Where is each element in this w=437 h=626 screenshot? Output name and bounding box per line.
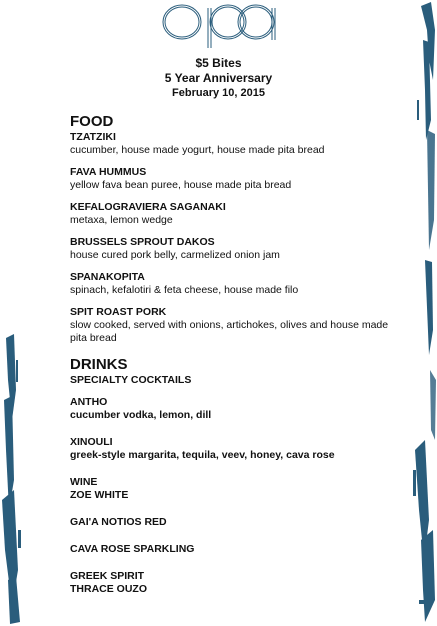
food-item-name: SPIT ROAST PORK [70,306,167,318]
drink-item-name: XINOULI [70,436,113,448]
drinks-subtitle: SPECIALTY COCKTAILS [70,374,192,386]
food-item-desc: slow cooked, served with onions, artichokes, olives and house made pita bread [70,319,389,344]
food-item [70,271,405,297]
drink-item-desc: THRACE OUZO [70,583,147,595]
menu-date: February 10, 2015 [172,87,265,99]
drink-item-name: WINE [70,476,98,488]
food-item-name: TZATZIKI [70,131,116,143]
food-item [70,236,405,262]
food-item [70,306,405,345]
food-item [70,201,405,227]
drink-item-desc: greek-style margarita, tequila, veev, honey, cava rose [70,449,335,461]
drink-item-desc: ZOE WHITE [70,489,129,501]
opa-logo [0,0,437,50]
food-item-desc: spinach, kefalotiri & feta cheese, house made filo [70,284,299,296]
drink-item-name: GAI'A NOTIOS RED [70,516,167,528]
food-item [70,166,405,192]
drink-item-name: ANTHO [70,396,108,408]
drink-item [70,396,405,422]
menu-content [70,114,405,610]
food-item-name: BRUSSELS SPROUT DAKOS [70,236,215,248]
drinks-section [70,357,405,596]
drink-item [70,476,405,502]
food-section-title: FOOD [70,113,114,130]
drink-item [70,570,405,596]
drink-item [70,543,405,556]
food-item-desc: yellow fava bean puree, house made pita bread [70,179,292,191]
menu-subtitle: 5 Year Anniversary [164,71,273,85]
food-item-name: FAVA HUMMUS [70,166,147,178]
drink-item [70,436,405,462]
menu-title: $5 Bites [195,56,242,70]
drink-item-name: GREEK SPIRIT [70,570,145,582]
food-item-desc: cucumber, house made yogurt, house made pita bread [70,144,325,156]
drinks-section-title: DRINKS [70,356,128,373]
menu-header [0,56,437,101]
drink-item-name: CAVA ROSE SPARKLING [70,543,195,555]
left-brush-stroke [0,330,30,626]
food-item-name: SPANAKOPITA [70,271,145,283]
drink-item-desc: cucumber vodka, lemon, dill [70,409,212,421]
drink-item [70,516,405,529]
food-item-desc: house cured pork belly, carmelized onion jam [70,249,280,261]
food-item [70,131,405,157]
food-item-desc: metaxa, lemon wedge [70,214,173,226]
food-item-name: KEFALOGRAVIERA SAGANAKI [70,201,226,213]
